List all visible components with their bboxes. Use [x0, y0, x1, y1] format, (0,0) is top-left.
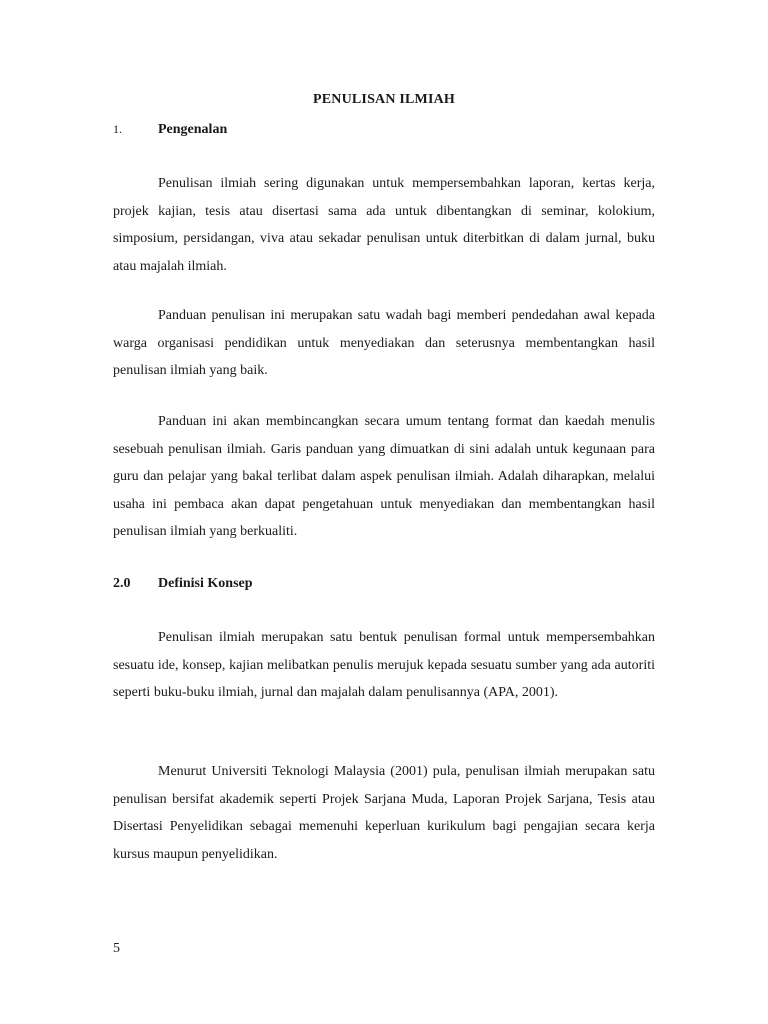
page-number: 5 — [113, 941, 120, 956]
section-number: 2.0 — [113, 576, 131, 591]
section-heading-definisi-konsep — [113, 574, 253, 594]
paragraph: Panduan penulisan ini merupakan satu wadah bagi memberi pendedahan awal kepada warga organisasi pendidikan untuk menyediakan dan seterusnya membentangkan hasil penulisan ilmiah yang baik. — [113, 308, 655, 379]
section-title: Definisi Konsep — [158, 576, 253, 591]
section-number: 1. — [113, 122, 122, 136]
paragraph: Panduan ini akan membincangkan secara umum tentang format dan kaedah menulis sesebuah penulisan ilmiah. Garis panduan yang dimuatkan di sini adalah untuk kegunaan para guru dan pelajar yang bakal terlibat dalam aspek penulisan ilmiah. Adalah diharapkan, melalui usaha ini pembaca akan dapat pengetahuan untuk menyediakan dan membentangkan hasil penulisan ilmiah yang berkualiti. — [113, 414, 655, 540]
section-title: Pengenalan — [158, 122, 228, 137]
paragraph: Menurut Universiti Teknologi Malaysia (2001) pula, penulisan ilmiah merupakan satu penulisan bersifat akademik seperti Projek Sarjana Muda, Laporan Projek Sarjana, Tesis atau Disertasi Penyelidikan sebagai memenuhi keperluan kurikulum bagi pengajian secara kerja kursus maupun penyelidikan. — [113, 764, 655, 862]
paragraph: Penulisan ilmiah merupakan satu bentuk penulisan formal untuk mempersembahkan sesuatu ide, konsep, kajian melibatkan penulis merujuk kepada sesuatu sumber yang ada autoriti seperti buku-buku ilmiah, jurnal dan majalah dalam penulisannya (APA, 2001). — [113, 630, 655, 701]
document-title: PENULISAN ILMIAH — [312, 92, 456, 107]
paragraph: Penulisan ilmiah sering digunakan untuk mempersembahkan laporan, kertas kerja, projek kajian, tesis atau disertasi sama ada untuk dibentangkan di seminar, kolokium, simposium, persidangan, viva atau sekadar penulisan untuk diterbitkan di dalam jurnal, buku atau majalah ilmiah. — [113, 176, 655, 274]
section-heading-pengenalan — [113, 119, 227, 140]
